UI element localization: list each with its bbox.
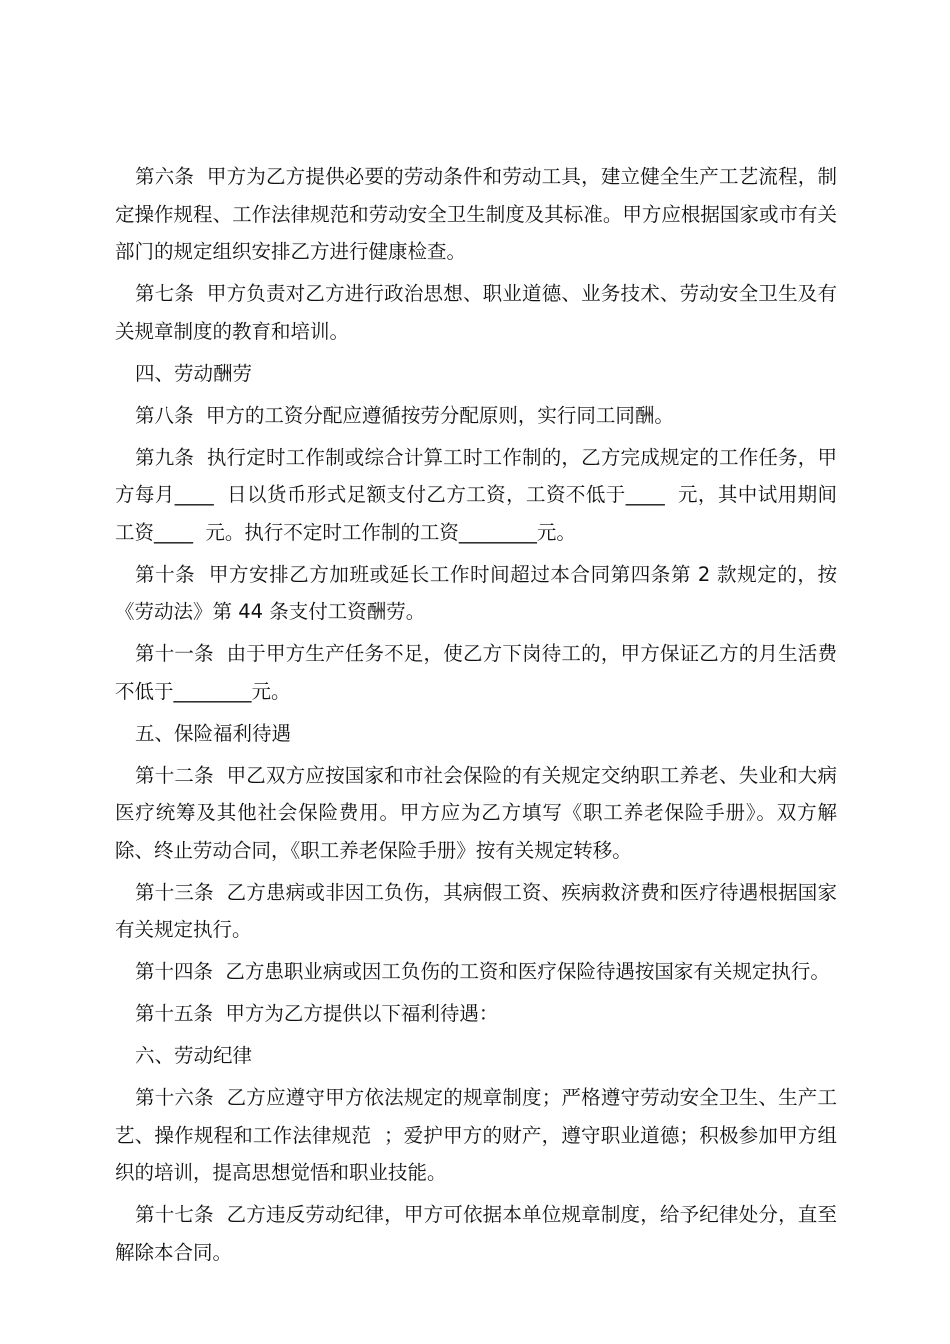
article-14: 第十四条 乙方患职业病或因工负伤的工资和医疗保险待遇按国家有关规定执行。 [135,960,830,983]
section-heading-discipline: 六、劳动纪律 [135,1044,253,1067]
article-9: 第九条 执行定时工作制或综合计算工时工作制的，乙方完成规定的工作任务，甲方每月____ 日以货币形式足额支付乙方工资，工资不低于____ 元，其中试用期间工资____ 元。执行不定时工作制的工资________元。 [115,445,837,544]
section-heading-remuneration: 四、劳动酬劳 [135,361,253,385]
article-15: 第十五条 甲方为乙方提供以下福利待遇： [135,1002,499,1025]
document-body [115,158,837,1276]
article-16: 第十六条 乙方应遵守甲方依法规定的规章制度；严格遵守劳动安全卫生、生产工艺、操作规程和工作法律规范 ；爱护甲方的财产，遵守职业道德；积极参加甲方组织的培训，提高思想觉悟和职业技能。 [115,1086,837,1184]
article-6: 第六条 甲方为乙方提供必要的劳动条件和劳动工具，建立健全生产工艺流程，制定操作规程、工作法律规范和劳动安全卫生制度及其标准。甲方应根据国家或市有关部门的规定组织安排乙方进行健康检查。 [115,165,837,263]
article-12: 第十二条 甲乙双方应按国家和市社会保险的有关规定交纳职工养老、失业和大病医疗统筹及其他社会保险费用。甲方应为乙方填写《职工养老保险手册》。双方解除、终止劳动合同，《职工养老保险手册》按有关规定转移。 [115,763,837,862]
section-heading-insurance: 五、保险福利待遇 [135,721,292,745]
article-13: 第十三条 乙方患病或非因工负伤，其病假工资、疾病救济费和医疗待遇根据国家有关规定执行。 [115,880,837,941]
article-11: 第十一条 由于甲方生产任务不足，使乙方下岗待工的，甲方保证乙方的月生活费不低于________元。 [115,642,837,703]
article-7: 第七条 甲方负责对乙方进行政治思想、职业道德、业务技术、劳动安全卫生及有关规章制度的教育和培训。 [115,282,837,343]
article-17: 第十七条 乙方违反劳动纪律，甲方可依据本单位规章制度，给予纪律处分，直至解除本合同。 [115,1203,837,1264]
article-10: 第十条 甲方安排乙方加班或延长工作时间超过本合同第四条第 2 款规定的，按《劳动法》第 44 条支付工资酬劳。 [115,562,837,623]
article-8: 第八条 甲方的工资分配应遵循按劳分配原则，实行同工同酬。 [135,403,674,427]
